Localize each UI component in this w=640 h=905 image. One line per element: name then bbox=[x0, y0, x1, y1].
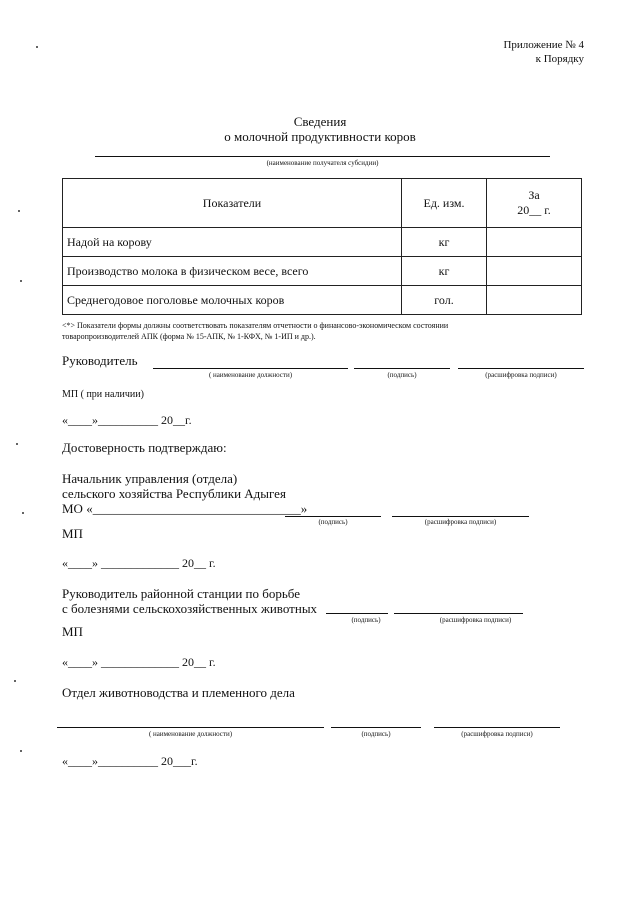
table-row bbox=[63, 286, 582, 315]
livestock-position-caption: ( наименование должности) bbox=[148, 730, 233, 738]
vet-signature-line bbox=[326, 613, 388, 614]
row-unit: гол. bbox=[402, 286, 487, 315]
row-unit: кг bbox=[402, 257, 487, 286]
head-position-caption: ( наименование должности) bbox=[208, 371, 293, 379]
table-row bbox=[63, 257, 582, 286]
appendix-reference bbox=[503, 38, 584, 66]
vet-title bbox=[62, 586, 317, 616]
vet-date: «____» _____________ 20__ г. bbox=[62, 655, 216, 669]
scan-mark bbox=[20, 750, 22, 752]
dept-mp: МП bbox=[62, 526, 83, 541]
table-header-row bbox=[63, 179, 582, 228]
scan-mark bbox=[20, 280, 22, 282]
row-unit: кг bbox=[402, 228, 487, 257]
recipient-caption: (наименование получателя субсидии) bbox=[266, 159, 379, 167]
head-signature-line bbox=[354, 368, 450, 369]
livestock-signature-line bbox=[331, 727, 421, 728]
scan-mark bbox=[36, 46, 38, 48]
scan-mark bbox=[14, 680, 16, 682]
vet-mp: МП bbox=[62, 624, 83, 639]
row-value-cell[interactable] bbox=[487, 286, 582, 315]
dept-signature-caption: (подпись) bbox=[318, 518, 348, 526]
confirm-text: Достоверность подтверждаю: bbox=[62, 440, 227, 455]
dept-date: «____» _____________ 20__ г. bbox=[62, 556, 216, 570]
vet-line-2: с болезнями сельскохозяйственных животных bbox=[62, 601, 318, 616]
appendix-line-1: Приложение № 4 bbox=[503, 39, 584, 51]
scan-mark bbox=[18, 210, 20, 212]
header-unit: Ед. изм. bbox=[402, 179, 487, 228]
header-period-line-1: За bbox=[528, 188, 540, 202]
scan-mark bbox=[16, 443, 18, 445]
document-title bbox=[0, 114, 640, 144]
vet-line-1: Руководитель районной станции по борьбе bbox=[62, 586, 301, 601]
vet-decode-line bbox=[394, 613, 523, 614]
livestock-decode-caption: (расшифровка подписи) bbox=[461, 730, 533, 738]
vet-decode-caption: (расшифровка подписи) bbox=[439, 616, 512, 624]
dept-decode-line bbox=[392, 516, 529, 517]
head-decode-caption: (расшифровка подписи) bbox=[485, 371, 557, 379]
footnote-line-2: товаропроизводителей АПК (форма № 15-АПК, № 1-КФХ, № 1-ИП и др.). bbox=[62, 332, 316, 341]
head-decode-line bbox=[458, 368, 584, 369]
head-position-line bbox=[153, 368, 348, 369]
vet-signature-caption: (подпись) bbox=[351, 616, 381, 624]
livestock-position-line bbox=[57, 727, 324, 728]
head-mp: МП ( при наличии) bbox=[62, 389, 144, 400]
row-value-cell[interactable] bbox=[487, 228, 582, 257]
indicators-table bbox=[62, 178, 582, 315]
header-period-line-2: 20__ г. bbox=[517, 203, 551, 217]
title-line-2: о молочной продуктивности коров bbox=[224, 129, 416, 144]
livestock-title: Отдел животноводства и племенного дела bbox=[62, 685, 295, 700]
head-label: Руководитель bbox=[62, 353, 138, 368]
head-date: «____»__________ 20__г. bbox=[62, 413, 192, 427]
row-indicator: Производство молока в физическом весе, всего bbox=[63, 257, 402, 286]
dept-signature-line bbox=[285, 516, 381, 517]
scan-mark bbox=[22, 512, 24, 514]
dept-line-2: сельского хозяйства Республики Адыгея bbox=[62, 486, 286, 501]
livestock-signature-caption: (подпись) bbox=[361, 730, 391, 738]
dept-decode-caption: (расшифровка подписи) bbox=[424, 518, 497, 526]
title-line-1: Сведения bbox=[293, 114, 347, 129]
appendix-line-2: к Порядку bbox=[535, 53, 584, 65]
livestock-date: «____»__________ 20___г. bbox=[62, 754, 198, 768]
footnote-line-1: <*> Показатели формы должны соответствовать показателям отчетности о финансово-экономическом состоянии bbox=[62, 321, 449, 330]
header-period bbox=[487, 179, 582, 228]
head-signature-caption: (подпись) bbox=[387, 371, 417, 379]
row-value-cell[interactable] bbox=[487, 257, 582, 286]
dept-line-1: Начальник управления (отдела) bbox=[62, 471, 238, 486]
footnote bbox=[62, 320, 448, 342]
table-row bbox=[63, 228, 582, 257]
livestock-decode-line bbox=[434, 727, 560, 728]
header-indicator: Показатели bbox=[63, 179, 402, 228]
dept-line-3: МО «________________________________» bbox=[62, 501, 308, 516]
recipient-line bbox=[95, 156, 550, 157]
row-indicator: Надой на корову bbox=[63, 228, 402, 257]
row-indicator: Среднегодовое поголовье молочных коров bbox=[63, 286, 402, 315]
dept-title bbox=[62, 471, 307, 516]
